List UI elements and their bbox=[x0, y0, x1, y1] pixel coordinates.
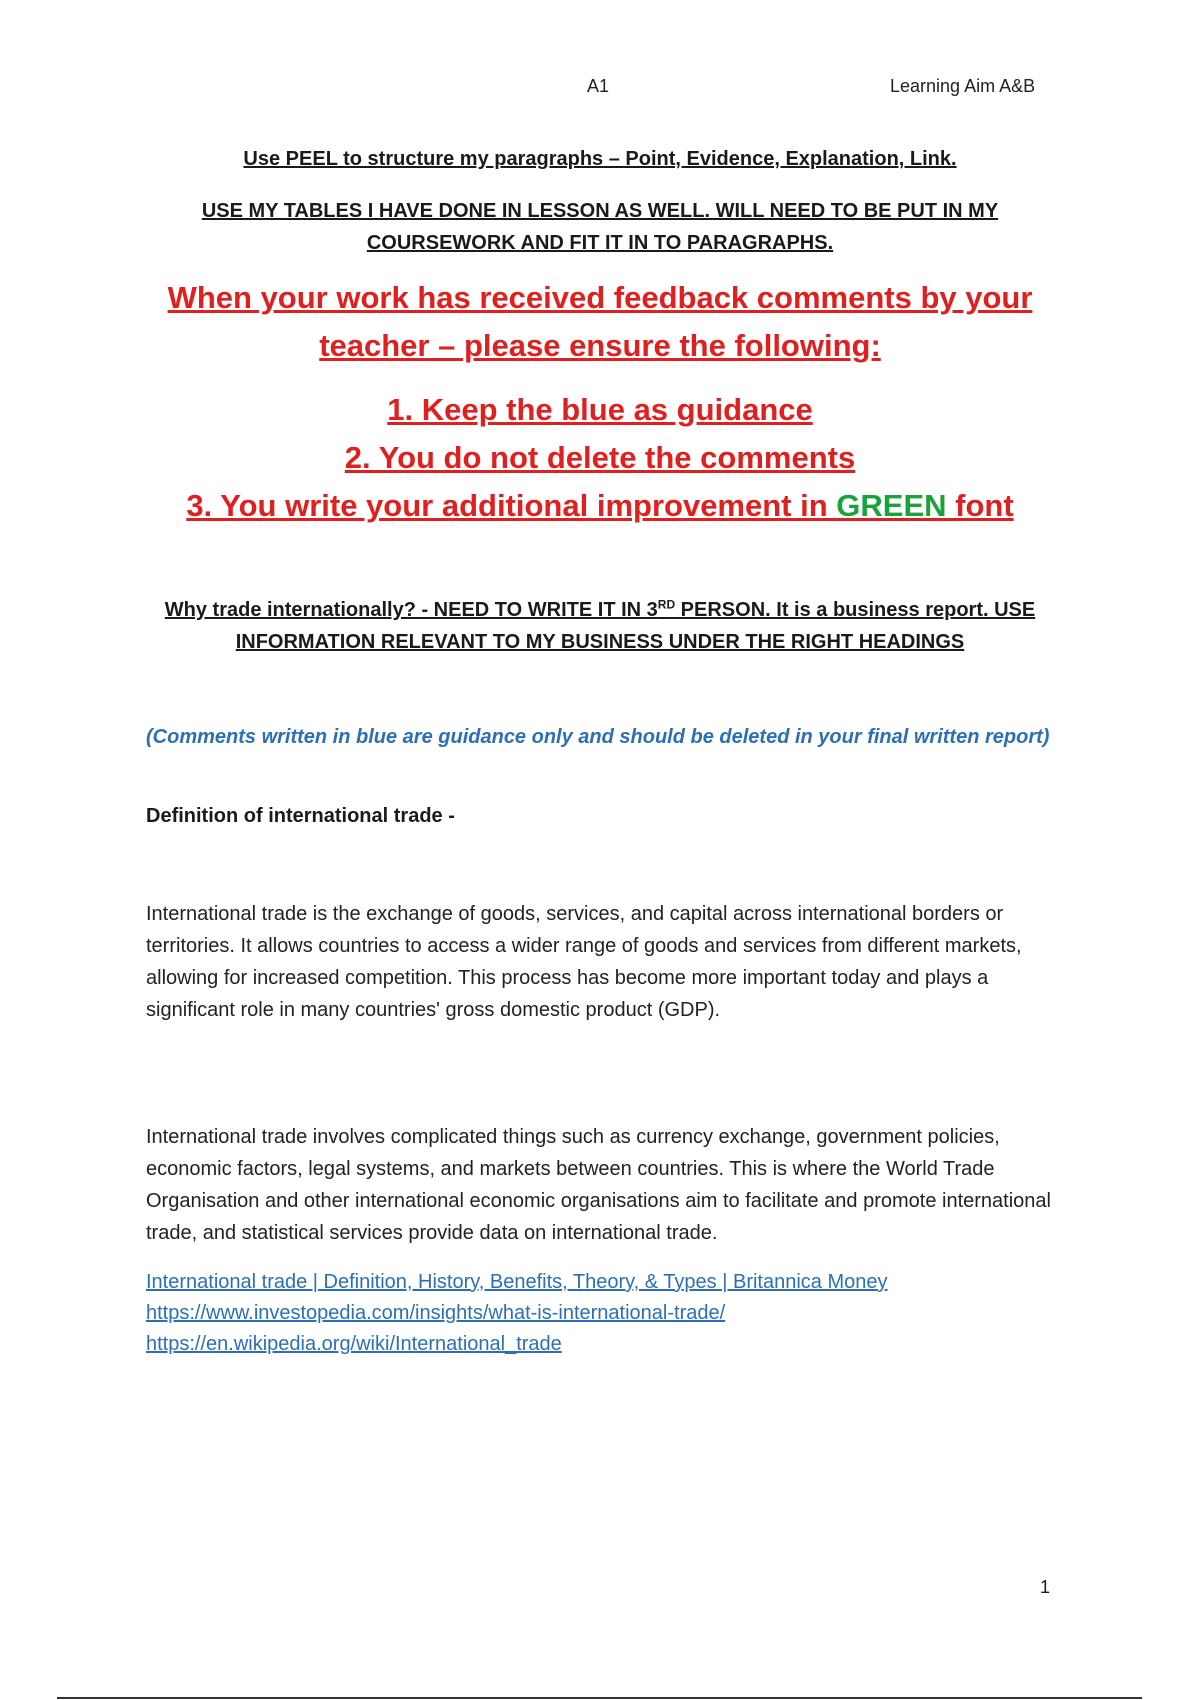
link-wikipedia[interactable]: https://en.wikipedia.org/wiki/International_trade bbox=[146, 1333, 562, 1355]
paragraph-1: International trade is the exchange of goods, services, and capital across international borders or territories. It allows countries to access a wider range of goods and services from different markets, allowing for increased competition. This process has become more important today and plays a significant role in many countries' gross domestic product (GDP). bbox=[146, 903, 1022, 1021]
link-britannica[interactable]: International trade | Definition, History, Benefits, Theory, & Types | Britannica Money bbox=[146, 1271, 888, 1293]
tables-instruction bbox=[120, 195, 1080, 259]
feedback-item-1: 1. Keep the blue as guidance bbox=[387, 392, 813, 427]
why-trade-line1-a: Why trade internationally? - NEED TO WRITE IT IN 3 bbox=[164, 599, 658, 621]
link-investopedia[interactable]: https://www.investopedia.com/insights/what-is-international-trade/ bbox=[146, 1302, 726, 1324]
why-trade-line1 bbox=[120, 594, 1080, 626]
peel-instruction: Use PEEL to structure my paragraphs – Point, Evidence, Explanation, Link. bbox=[243, 148, 957, 170]
reference-links bbox=[146, 1267, 1054, 1360]
page-number: 1 bbox=[1040, 1577, 1051, 1597]
green-word: GREEN bbox=[836, 488, 947, 523]
header-center-text: A1 bbox=[587, 76, 610, 96]
feedback-heading bbox=[120, 274, 1080, 370]
tables-instruction-line2: COURSEWORK AND FIT IT IN TO PARAGRAPHS. bbox=[366, 232, 834, 254]
feedback-item-3-suffix: font bbox=[946, 488, 1014, 523]
header-right-text: Learning Aim A&B bbox=[890, 76, 1036, 96]
tables-instruction-line1: USE MY TABLES I HAVE DONE IN LESSON AS WELL. WILL NEED TO BE PUT IN MY bbox=[201, 200, 999, 222]
feedback-item-3-prefix: 3. You write your additional improvement in bbox=[186, 488, 837, 523]
why-trade-heading bbox=[120, 594, 1080, 658]
bottom-divider bbox=[57, 1697, 1142, 1699]
feedback-list bbox=[120, 386, 1080, 530]
why-trade-line2: INFORMATION RELEVANT TO MY BUSINESS UNDER THE RIGHT HEADINGS bbox=[235, 631, 965, 653]
definition-heading: Definition of international trade - bbox=[146, 805, 455, 827]
guidance-note: (Comments written in blue are guidance only and should be deleted in your final written report) bbox=[146, 726, 1050, 748]
feedback-heading-line2: teacher – please ensure the following: bbox=[319, 328, 881, 363]
feedback-item-3 bbox=[120, 482, 1080, 530]
feedback-item-2: 2. You do not delete the comments bbox=[344, 440, 856, 475]
paragraph-2: International trade involves complicated things such as currency exchange, government policies, economic factors, legal systems, and markets between countries. This is where the World Trade Organisation and other international economic organisations aim to facilitate and promote international trade, and statistical services provide data on international trade. bbox=[146, 1126, 1051, 1244]
why-trade-line1-b: PERSON. It is a business report. USE bbox=[675, 599, 1036, 621]
feedback-heading-line1: When your work has received feedback comments by your bbox=[167, 280, 1033, 315]
why-trade-superscript: RD bbox=[657, 597, 676, 612]
